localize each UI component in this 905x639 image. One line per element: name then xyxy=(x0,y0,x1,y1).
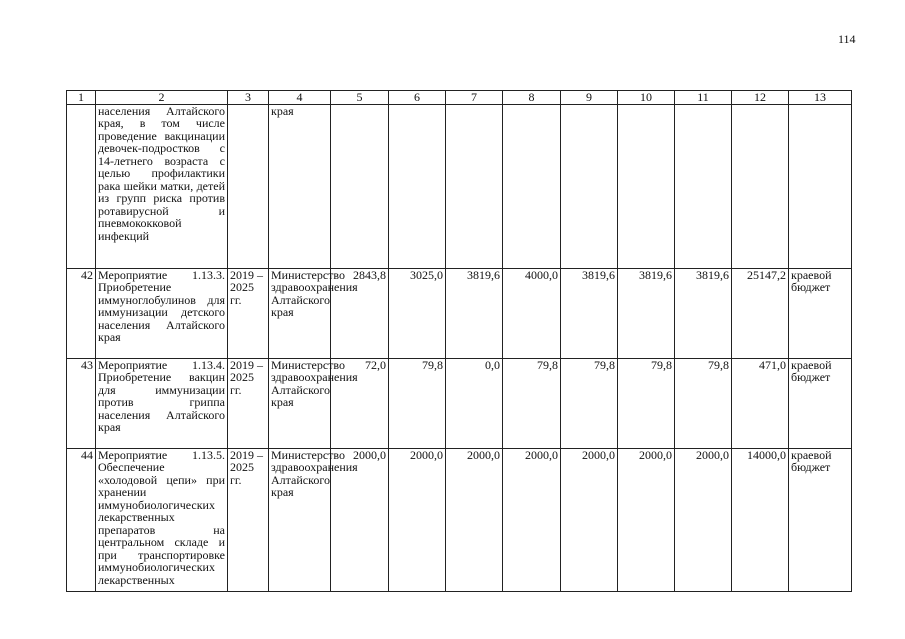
cell-value: 471,0 xyxy=(732,358,789,448)
cell-value: 3819,6 xyxy=(675,268,732,358)
cell-period: 2019 – 2025 гг. xyxy=(228,358,269,448)
cell-value xyxy=(675,104,732,268)
header-cell: 7 xyxy=(446,91,503,105)
cell-value xyxy=(446,104,503,268)
cell-description: Мероприятие 1.13.4. Приобретение вакцин для иммунизации против гриппа населения Алтайского края xyxy=(96,358,228,448)
cell-value xyxy=(561,104,618,268)
cell-period: 2019 – 2025 гг. xyxy=(228,268,269,358)
table-row xyxy=(67,448,852,591)
cell-executor: Министерство здравоохранения Алтайского края xyxy=(269,358,331,448)
cell-executor: Министерство здравоохранения Алтайского края xyxy=(269,448,331,591)
cell-value: 79,8 xyxy=(389,358,446,448)
header-cell: 13 xyxy=(789,91,852,105)
cell-description: Мероприятие 1.13.3. Приобретение иммуноглобулинов для иммунизации детского населения Алтайского края xyxy=(96,268,228,358)
cell-value: 3025,0 xyxy=(389,268,446,358)
cell-period xyxy=(228,104,269,268)
cell-period: 2019 – 2025 гг. xyxy=(228,448,269,591)
table-row xyxy=(67,358,852,448)
cell-num: 42 xyxy=(67,268,96,358)
table-row xyxy=(67,268,852,358)
cell-value: 2000,0 xyxy=(561,448,618,591)
cell-value: 72,0 xyxy=(331,358,389,448)
cell-value: 2000,0 xyxy=(446,448,503,591)
header-cell: 11 xyxy=(675,91,732,105)
cell-source: краевой бюджет xyxy=(789,358,852,448)
cell-value xyxy=(503,104,561,268)
header-cell: 8 xyxy=(503,91,561,105)
table-row xyxy=(67,104,852,268)
cell-value xyxy=(389,104,446,268)
cell-executor: Министерство здравоохранения Алтайского края xyxy=(269,268,331,358)
cell-num xyxy=(67,104,96,268)
page-number: 114 xyxy=(838,32,856,46)
cell-value: 0,0 xyxy=(446,358,503,448)
cell-executor: края xyxy=(269,104,331,268)
cell-source: краевой бюджет xyxy=(789,448,852,591)
cell-value: 2000,0 xyxy=(618,448,675,591)
cell-source: краевой бюджет xyxy=(789,268,852,358)
cell-value: 2000,0 xyxy=(675,448,732,591)
header-cell: 3 xyxy=(228,91,269,105)
cell-value: 25147,2 xyxy=(732,268,789,358)
cell-value: 79,8 xyxy=(561,358,618,448)
cell-value: 2000,0 xyxy=(331,448,389,591)
cell-num: 44 xyxy=(67,448,96,591)
cell-description: населения Алтайского края, в том числе проведение вакцинации девочек-подростков с 14-летнего возраста с целью профилактики рака шейки матки, детей из групп риска против ротавирусной и пневмококковой инфекций xyxy=(96,104,228,268)
cell-value: 2000,0 xyxy=(503,448,561,591)
program-table xyxy=(66,90,852,592)
cell-value: 3819,6 xyxy=(446,268,503,358)
cell-value: 2843,8 xyxy=(331,268,389,358)
cell-value: 3819,6 xyxy=(561,268,618,358)
cell-source xyxy=(789,104,852,268)
cell-value: 79,8 xyxy=(618,358,675,448)
header-cell: 5 xyxy=(331,91,389,105)
header-cell: 2 xyxy=(96,91,228,105)
cell-value: 79,8 xyxy=(675,358,732,448)
cell-value: 79,8 xyxy=(503,358,561,448)
header-cell: 1 xyxy=(67,91,96,105)
header-cell: 10 xyxy=(618,91,675,105)
cell-value: 4000,0 xyxy=(503,268,561,358)
header-row xyxy=(67,91,852,105)
cell-value xyxy=(618,104,675,268)
header-cell: 6 xyxy=(389,91,446,105)
cell-value: 14000,0 xyxy=(732,448,789,591)
header-cell: 12 xyxy=(732,91,789,105)
cell-value: 3819,6 xyxy=(618,268,675,358)
cell-num: 43 xyxy=(67,358,96,448)
cell-value: 2000,0 xyxy=(389,448,446,591)
cell-value xyxy=(732,104,789,268)
cell-description: Мероприятие 1.13.5. Обеспечение «холодовой цепи» при хранении иммунобиологических лекарственных препаратов на центральном складе и при транспортировке иммунобиологических лекарственных xyxy=(96,448,228,591)
cell-value xyxy=(331,104,389,268)
header-cell: 4 xyxy=(269,91,331,105)
header-cell: 9 xyxy=(561,91,618,105)
